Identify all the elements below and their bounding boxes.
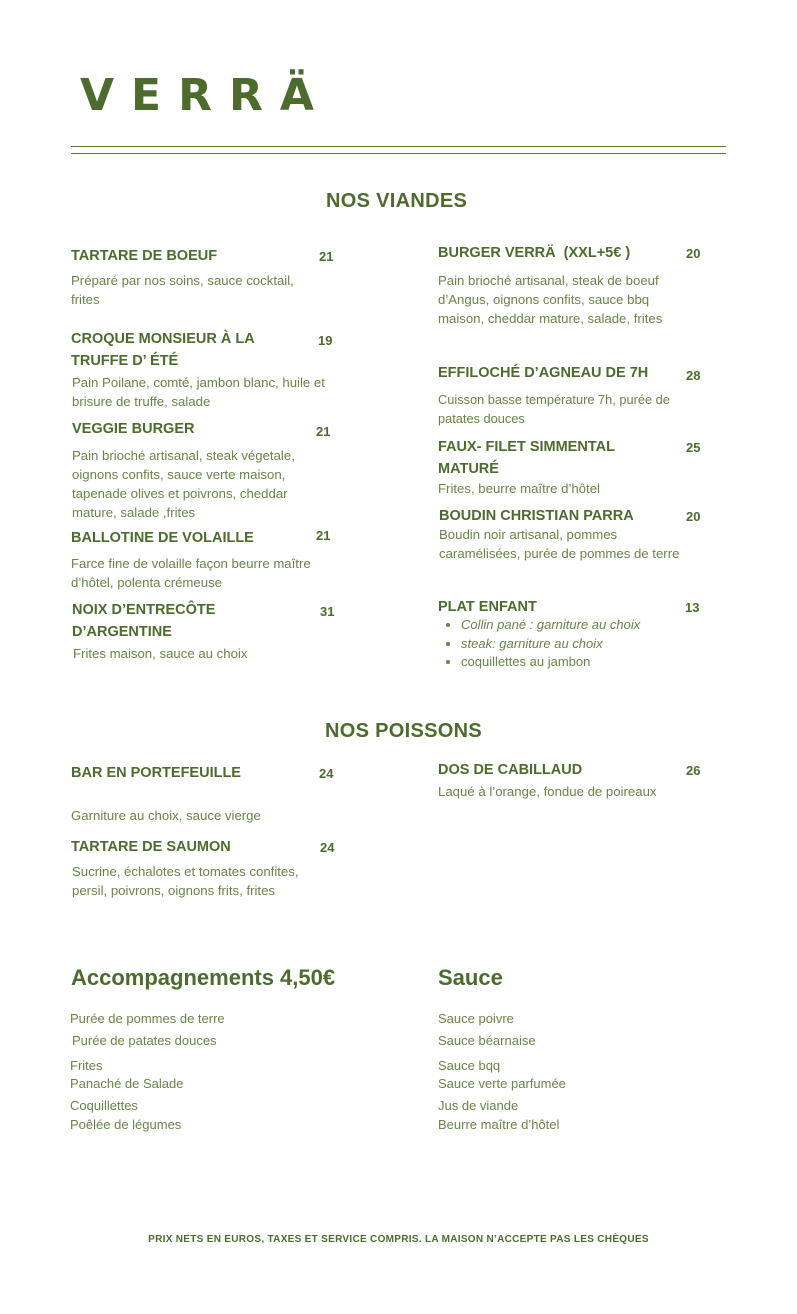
item-title: NOIX D’ENTRECÔTE D’ARGENTINE (72, 602, 216, 640)
sides-title: Accompagnements 4,50€ (71, 965, 336, 990)
item-price: 25 (686, 440, 701, 455)
item-description: Pain brioché artisanal, steak de boeuf d’Angus, oignons confits, sauce bbq maison, cheddar mature, salade, frites (438, 273, 663, 326)
sauce-title: Sauce (438, 965, 503, 990)
item-title: BAR EN PORTEFEUILLE (71, 765, 241, 781)
item-price: 24 (319, 766, 334, 781)
header-divider-bottom (71, 153, 726, 154)
sauce-item: Sauce béarnaise (438, 1033, 536, 1048)
item-description: Frites, beurre maître d’hôtel (438, 481, 600, 496)
item-description: Garniture au choix, sauce vierge (71, 808, 261, 823)
item-title: BOUDIN CHRISTIAN PARRA (439, 508, 634, 524)
item-title: BURGER VERRÄ (XXL+5€ ) (438, 245, 631, 261)
list-item: • steak: garniture au choix (461, 635, 711, 654)
item-title: PLAT ENFANT (438, 599, 537, 615)
list-item: • coquillettes au jambon (461, 653, 711, 672)
item-price: 21 (316, 424, 331, 439)
item-price: 21 (316, 528, 331, 543)
item-description: Sucrine, échalotes et tomates confites, persil, poivrons, oignons frits, frites (72, 864, 299, 898)
item-description: Pain Poilane, comté, jambon blanc, huile et brisure de truffe, salade (72, 375, 325, 409)
sauce-item: Beurre maître d’hôtel (438, 1117, 560, 1132)
side-item: Purée de pommes de terre (70, 1011, 225, 1026)
item-price: 24 (320, 840, 335, 855)
sauce-item: Sauce poivre (438, 1011, 514, 1026)
footer-note: PRIX NETS EN EUROS, TAXES ET SERVICE COMPRIS. LA MAISON N’ACCEPTE PAS LES CHÈQUES (148, 1234, 649, 1245)
header-divider-top (71, 146, 726, 147)
item-description: Pain brioché artisanal, steak végetale, oignons confits, sauce verte maison, tapenade olives et poivrons, cheddar mature, salade ,frites (72, 448, 295, 520)
sauce-item: Jus de viande (438, 1098, 519, 1113)
item-description: Farce fine de volaille façon beurre maître d’hôtel, polenta crémeuse (71, 556, 311, 590)
item-title: TARTARE DE BOEUF (71, 248, 218, 264)
item-description: Préparé par nos soins, sauce cocktail, frites (71, 273, 294, 307)
item-title: DOS DE CABILLAUD (438, 762, 583, 778)
item-title: VEGGIE BURGER (72, 421, 195, 437)
item-title: EFFILOCHÉ D’AGNEAU DE 7H (438, 365, 649, 381)
item-price: 19 (318, 333, 333, 348)
item-price: 26 (686, 763, 701, 778)
item-description: Laqué à l’orange, fondue de poireaux (438, 784, 657, 799)
side-item: Coquillettes (70, 1098, 138, 1113)
item-title: BALLOTINE DE VOLAILLE (71, 530, 254, 546)
item-price: 13 (685, 600, 700, 615)
item-description: Frites maison, sauce au choix (73, 646, 248, 661)
side-item: Panaché de Salade (70, 1076, 184, 1091)
side-item: Poêlée de légumes (70, 1117, 182, 1132)
side-item: Frites (70, 1058, 103, 1073)
item-price: 20 (686, 246, 701, 261)
sauce-item: Sauce verte parfumée (438, 1076, 566, 1091)
item-price: 20 (686, 509, 701, 524)
item-description: Cuisson basse température 7h, purée de patates douces (438, 392, 670, 426)
section-title-viandes: NOS VIANDES (326, 190, 468, 212)
menu-item (71, 245, 271, 267)
list-item: • Collin pané : garniture au choix (461, 616, 711, 635)
item-price: 28 (686, 368, 701, 383)
section-title-poissons: NOS POISSONS (325, 720, 482, 742)
item-description: Boudin noir artisanal, pommes caramélisées, purée de pommes de terre (439, 527, 680, 561)
side-item: Purée de patates douces (72, 1033, 217, 1048)
kids-menu-list (443, 616, 711, 672)
sauce-item: Sauce bqq (438, 1058, 501, 1073)
item-price: 21 (319, 249, 334, 264)
restaurant-logo: VERRÄ (80, 70, 331, 121)
item-price: 31 (320, 604, 335, 619)
item-title: CROQUE MONSIEUR À LA TRUFFE D’ ÉTÉ (71, 331, 255, 369)
item-title: TARTARE DE SAUMON (71, 839, 231, 855)
item-title: FAUX- FILET SIMMENTAL MATURÉ (438, 439, 615, 477)
